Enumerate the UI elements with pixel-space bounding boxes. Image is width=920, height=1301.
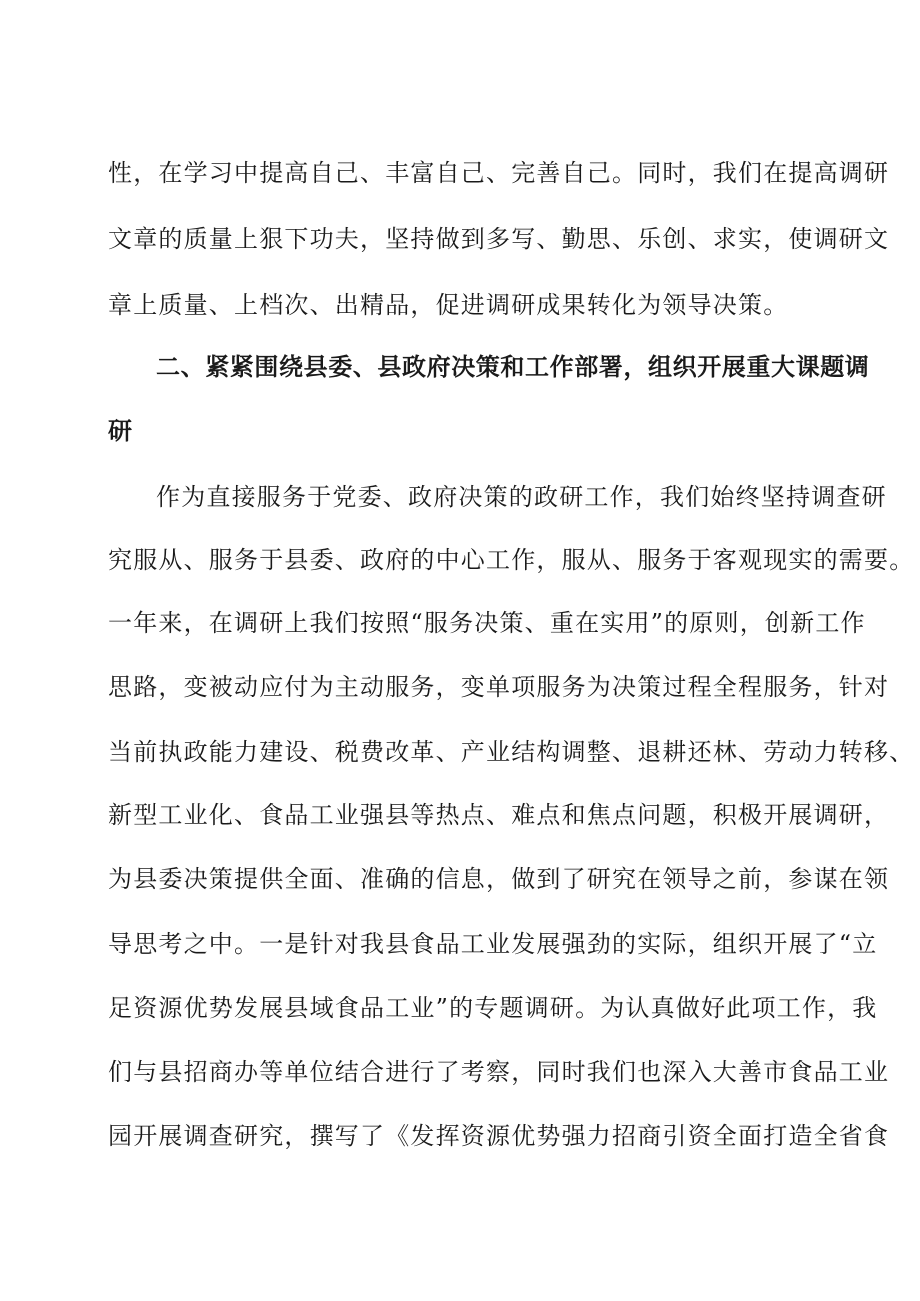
section-heading: 研 bbox=[108, 417, 133, 445]
paragraph-line: 园开展调查研究，撰写了《发挥资源优势强力招商引资全面打造全省食 bbox=[108, 1122, 890, 1150]
paragraph-line: 一年来，在调研上我们按照“服务决策、重在实用”的原则，创新工作 bbox=[108, 609, 866, 637]
paragraph-line: 思路，变被动应付为主动服务，变单项服务为决策过程全程服务，针对 bbox=[108, 673, 890, 701]
paragraph-line: 究服从、服务于县委、政府的中心工作，服从、服务于客观现实的需要。 bbox=[108, 546, 915, 574]
paragraph-line: 为县委决策提供全面、准确的信息，做到了研究在领导之前，参谋在领 bbox=[108, 865, 890, 893]
paragraph-line: 新型工业化、食品工业强县等热点、难点和焦点问题，积极开展调研， bbox=[108, 801, 890, 829]
paragraph-line: 章上质量、上档次、出精品，促进调研成果转化为领导决策。 bbox=[108, 291, 789, 319]
paragraph-line: 足资源优势发展县域食品工业”的专题调研。为认真做好此项工作，我 bbox=[108, 994, 878, 1022]
paragraph-line: 们与县招商办等单位结合进行了考察，同时我们也深入大善市食品工业 bbox=[108, 1058, 890, 1086]
paragraph-line: 文章的质量上狠下功夫，坚持做到多写、勤思、乐创、求实，使调研文 bbox=[108, 225, 890, 253]
section-heading: 二、紧紧围绕县委、县政府决策和工作部署，组织开展重大课题调 bbox=[156, 353, 870, 381]
paragraph-line: 作为直接服务于党委、政府决策的政研工作，我们始终坚持调查研 bbox=[156, 483, 887, 511]
paragraph-line: 性，在学习中提高自己、丰富自己、完善自己。同时，我们在提高调研 bbox=[108, 159, 890, 187]
paragraph-line: 当前执政能力建设、税费改革、产业结构调整、退耕还林、劳动力转移、 bbox=[108, 738, 915, 766]
paragraph-line: 导思考之中。一是针对我县食品工业发展强劲的实际，组织开展了“立 bbox=[108, 930, 878, 958]
